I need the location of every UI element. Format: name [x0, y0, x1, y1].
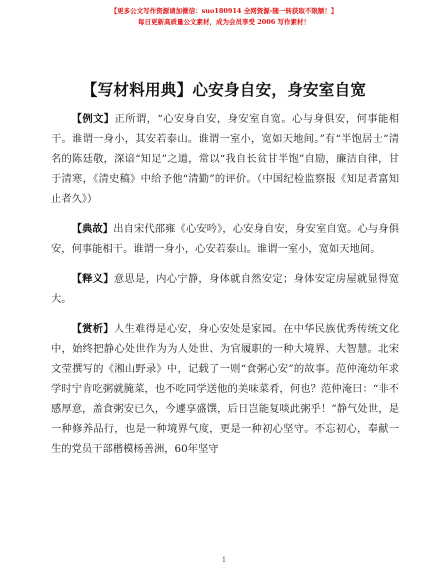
page-number: 1	[221, 556, 227, 564]
paragraph-example	[51, 109, 399, 209]
section-tag-allusion: 【典故】	[71, 223, 114, 235]
document-title: 【写材料用典】心安身自安，身安室自宽	[81, 80, 367, 99]
document-body	[51, 109, 399, 469]
section-text-meaning: 意思是，内心宁静，身体就自然安定；身体安定房屋就显得宽大。	[51, 273, 399, 305]
promo-line-1: 【更多公文写作资源请加微信：suo180914 全网资源-随一转获取不限额！】	[110, 7, 338, 15]
section-text-appreciation: 人生难得是心安，身心安处是家园。在中华民族优秀传统文化中，始终把静心处世作为为人处世、为官履职的一种大境界、大智慧。北宋文莹撰写的《湘山野录》中，记载了一则“食粥心安”的故事。范仲淹幼年求学时宁肯吃粥就腌菜，也不吃同学送他的美味菜肴，何也？范仲淹曰：“非不感厚意，盖食粥安已久，今遽享盛馔，后日岂能复啖此粥乎！”静气处世，是一种修养品行，也是一种境界气度，更是一种初心坚守。不忘初心，奉献一生的党员干部楷模杨善洲，60年坚守	[51, 323, 399, 455]
section-tag-meaning: 【释义】	[71, 273, 114, 285]
paragraph-meaning	[51, 269, 399, 309]
section-text-example: 正所谓，“心安身自安，身安室自宽。心与身俱安，何事能相干。谁谓一身小，其安若泰山。谁谓一室小，宽如天地间。”有“半饱居士”清名的陈廷敬，深谙“知足”之道，常以“我自长贫甘半饱”自励，廉洁自律，甘于清寒，《清史稿》中给予他“清勤”的评价。（中国纪检监察报《知足者富知止者久》）	[51, 113, 399, 205]
promo-line-2: 每日更新高质量公文素材，成为会员享受 2006 写作素材！	[137, 18, 311, 26]
section-tag-appreciation: 【赏析】	[71, 323, 114, 335]
section-tag-example: 【例文】	[71, 113, 115, 125]
promo-banner	[0, 6, 448, 28]
paragraph-allusion	[51, 219, 399, 259]
section-text-allusion: 出自宋代邵雍《心安吟》，心安身自安，身安室自宽。心与身俱安，何事能相干。谁谓一身小，心安若泰山。谁谓一室小，宽如天地间。	[51, 223, 400, 255]
paragraph-appreciation	[51, 319, 399, 459]
